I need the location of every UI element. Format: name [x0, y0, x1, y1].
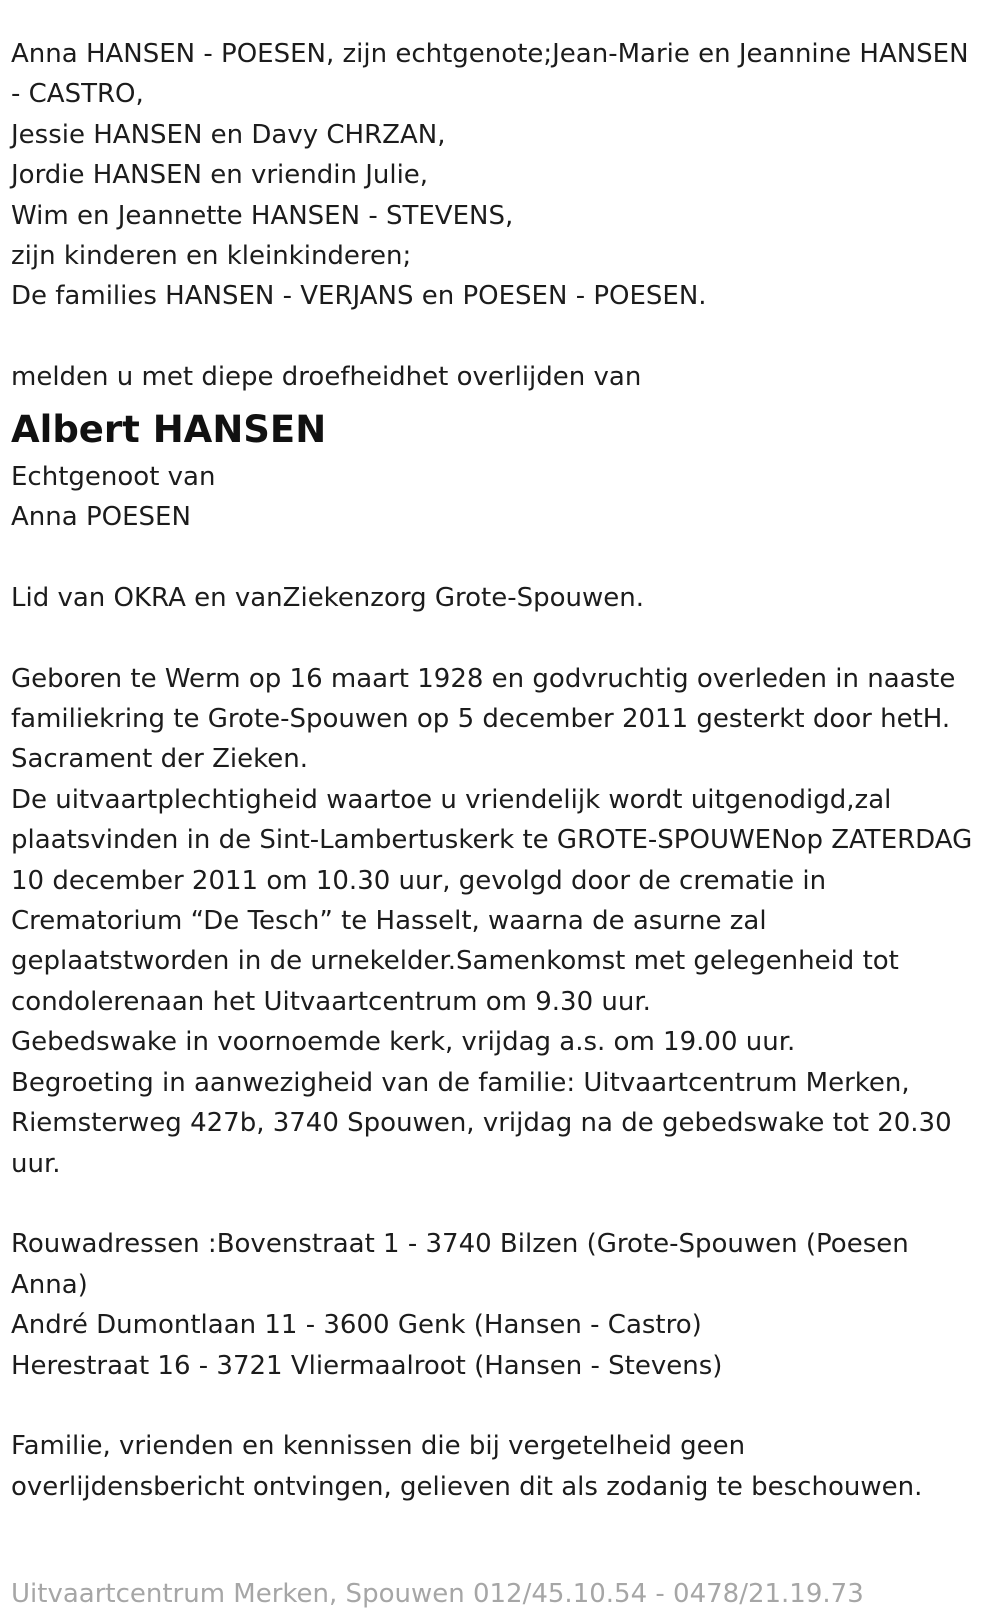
- announcers-block: [11, 34, 986, 317]
- membership-block: [11, 578, 986, 618]
- announcer-line: Anna HANSEN - POESEN, zijn echtgenote;Jean-Marie en Jeannine HANSEN: [11, 39, 969, 69]
- details-line: geplaatstworden in de urnekelder.Samenkomst met gelegenheid tot: [11, 946, 899, 977]
- announcement-text: melden u met diepe droefheidhet overlijden van: [11, 362, 642, 393]
- announcer-line: Wim en Jeannette HANSEN - STEVENS,: [11, 200, 514, 231]
- details-line: Geboren te Werm op 16 maart 1928 en godvruchtig overleden in naaste: [11, 663, 956, 694]
- closing-line: Familie, vrienden en kennissen die bij vergetelheid geen: [11, 1431, 746, 1462]
- address-line: André Dumontlaan 11 - 3600 Genk (Hansen - Castro): [11, 1310, 702, 1341]
- details-line: Riemsterweg 427b, 3740 Spouwen, vrijdag na de gebedswake tot 20.30: [11, 1108, 952, 1139]
- details-line: uur.: [11, 1148, 61, 1179]
- spacer: [11, 618, 986, 658]
- details-line: Sacrament der Zieken.: [11, 744, 308, 775]
- announcement-block: [11, 357, 986, 397]
- death-notice: [11, 34, 986, 1507]
- details-line: De uitvaartplechtigheid waartoe u vriendelijk wordt uitgenodigd,zal: [11, 784, 892, 815]
- closing-block: [11, 1426, 986, 1507]
- spouse-name: Anna POESEN: [11, 502, 191, 533]
- spacer: [11, 1386, 986, 1426]
- membership-text: Lid van OKRA en vanZiekenzorg Grote-Spouwen.: [11, 582, 644, 613]
- relation-block: [11, 457, 986, 538]
- address-line: Anna): [11, 1269, 88, 1300]
- details-line: 10 december 2011 om 10.30 uur, gevolgd door de crematie in: [11, 865, 827, 896]
- address-line: Rouwadressen :Bovenstraat 1 - 3740 Bilzen (Grote-Spouwen (Poesen: [11, 1229, 909, 1260]
- details-block: [11, 659, 986, 1184]
- deceased-name: Albert HANSEN: [11, 407, 327, 451]
- spacer: [11, 1184, 986, 1224]
- spacer: [11, 537, 986, 577]
- announcer-line: De families HANSEN - VERJANS en POESEN - POESEN.: [11, 281, 707, 312]
- funeral-home-footer: Uitvaartcentrum Merken, Spouwen 012/45.10.54 - 0478/21.19.73: [11, 1579, 864, 1609]
- announcer-line: Jessie HANSEN en Davy CHRZAN,: [11, 119, 446, 150]
- details-line: condolerenaan het Uitvaartcentrum om 9.30 uur.: [11, 986, 651, 1017]
- details-line: Crematorium “De Tesch” te Hasselt, waarna de asurne zal: [11, 906, 767, 937]
- relation-line: Echtgenoot van: [11, 461, 216, 492]
- announcer-line: Jordie HANSEN en vriendin Julie,: [11, 160, 429, 191]
- spacer: [11, 317, 986, 357]
- details-line: plaatsvinden in de Sint-Lambertuskerk te GROTE-SPOUWENop ZATERDAG: [11, 825, 973, 856]
- addresses-block: [11, 1224, 986, 1386]
- announcer-line: zijn kinderen en kleinkinderen;: [11, 241, 412, 272]
- details-line: Gebedswake in voornoemde kerk, vrijdag a.s. om 19.00 uur.: [11, 1027, 796, 1058]
- address-line: Herestraat 16 - 3721 Vliermaalroot (Hansen - Stevens): [11, 1350, 723, 1381]
- closing-line: overlijdensbericht ontvingen, gelieven dit als zodanig te beschouwen.: [11, 1471, 923, 1502]
- details-line: Begroeting in aanwezigheid van de familie: Uitvaartcentrum Merken,: [11, 1067, 910, 1098]
- details-line: familiekring te Grote-Spouwen op 5 december 2011 gesterkt door hetH.: [11, 704, 951, 735]
- announcer-line: - CASTRO,: [11, 79, 144, 110]
